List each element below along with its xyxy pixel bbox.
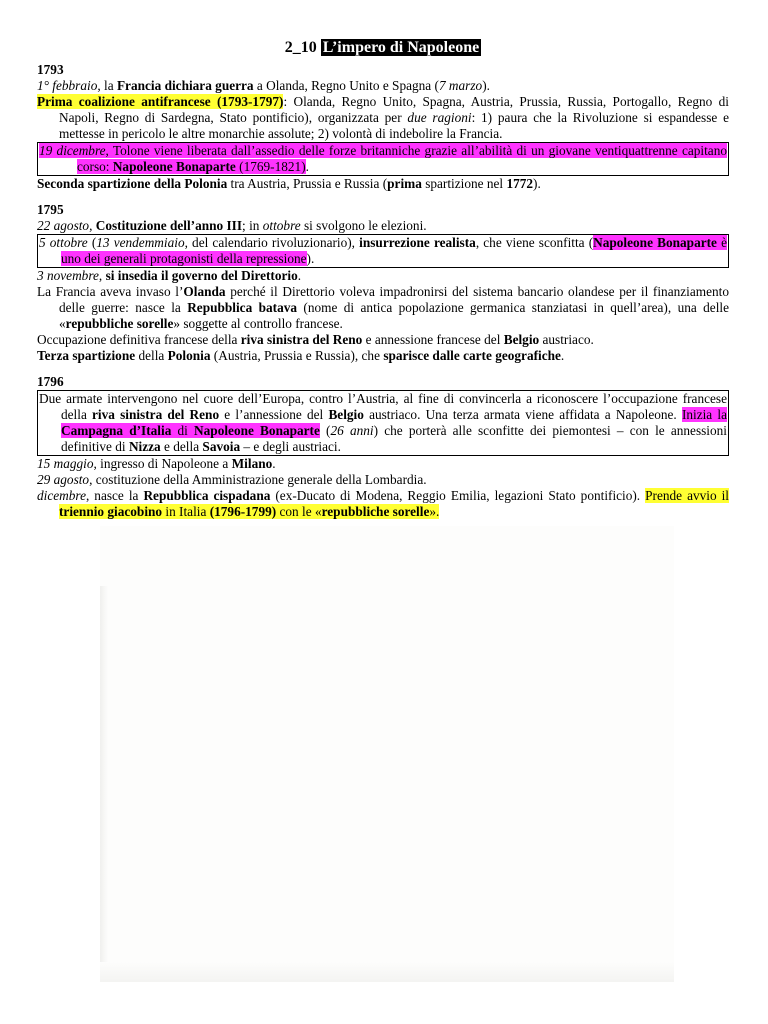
bold-text: Repubblica cispadana bbox=[143, 488, 271, 503]
text: e della bbox=[160, 439, 203, 454]
text: ; in bbox=[242, 218, 263, 233]
text: in Italia bbox=[162, 504, 210, 519]
bold-text: Polonia bbox=[167, 348, 211, 363]
italic-text: 13 vendemmiaio bbox=[96, 235, 185, 250]
text: . bbox=[305, 159, 309, 174]
bold-text: sparisce dalle carte geografiche bbox=[383, 348, 561, 363]
bold-text: prima bbox=[387, 176, 422, 191]
text: : Olanda, Regno Unito, Spagna, Austria, Prussia, Russia, Portogallo, Regno di Napoli, Regno di Sardegna, Stato pontificio), organizzata per bbox=[59, 94, 729, 125]
text: tra Austria, Prussia e Russia ( bbox=[227, 176, 388, 191]
text: ) che porterà alle sconfitte dei piemontesi – con le annessioni definitive di bbox=[61, 423, 727, 454]
boxed-entry-1793-tolone bbox=[37, 142, 729, 176]
text: della bbox=[135, 348, 168, 363]
text: austriaco. Una terza armata viene affidata a Napoleone. bbox=[363, 407, 682, 422]
entry-1796-cispadana bbox=[37, 488, 729, 520]
text: Due armate intervengono nel cuore dell’Europa, contro l’Austria, al fine di convincerla a riconoscere l’occupazione francese della bbox=[39, 391, 727, 422]
bold-text: Costituzione dell’anno III bbox=[95, 218, 243, 233]
entry-1793-coalition bbox=[37, 94, 729, 142]
text: , del calendario rivoluzionario), bbox=[184, 235, 360, 250]
date-15-maggio: 15 maggio bbox=[37, 456, 94, 471]
entry-1795-olanda bbox=[37, 284, 729, 332]
text: , bbox=[89, 218, 96, 233]
text: (1769-1821) bbox=[235, 159, 306, 174]
text: . bbox=[272, 456, 276, 471]
highlight-coalition: Prima coalizione antifrancese (1793-1797) bbox=[37, 94, 284, 109]
bold-napoleone: Napoleone Bonaparte bbox=[112, 159, 236, 174]
entry-1793-polonia bbox=[37, 176, 729, 192]
bold-text: Savoia bbox=[202, 439, 241, 454]
text: e annessione francese del bbox=[362, 332, 504, 347]
bold-campagna: Campagna d’Italia bbox=[61, 423, 172, 438]
document-page bbox=[37, 38, 729, 520]
bold-text: Terza spartizione bbox=[37, 348, 136, 363]
text: Inizia la bbox=[681, 407, 727, 422]
text: austriaco. bbox=[539, 332, 594, 347]
text: , nasce la bbox=[85, 488, 144, 503]
text: La Francia aveva invaso l’ bbox=[37, 284, 184, 299]
italic-text: 26 anni bbox=[330, 423, 374, 438]
text: ». bbox=[429, 504, 440, 519]
bold-text: riva sinistra del Reno bbox=[92, 407, 220, 422]
entry-1793-tolone bbox=[39, 143, 727, 175]
bold-napoleone: Napoleone Bonaparte bbox=[194, 423, 320, 438]
text: : 1) paura che la Rivoluzione si espandesse e mettesse in pericolo le altre monarchie assolute; 2) volontà di indebolire la Francia. bbox=[59, 110, 729, 141]
text: – e degli austriaci. bbox=[240, 439, 341, 454]
bold-text: Olanda bbox=[183, 284, 226, 299]
bold-text: Nizza bbox=[128, 439, 161, 454]
entry-1796-milano bbox=[37, 456, 729, 472]
entry-1793-war bbox=[37, 78, 729, 94]
bold-text: repubbliche sorelle bbox=[321, 504, 430, 519]
text: a Olanda, Regno Unito e Spagna ( bbox=[253, 78, 439, 93]
bold-text: riva sinistra del Reno bbox=[240, 332, 363, 347]
year-1795-heading: 1795 bbox=[37, 202, 64, 217]
date-7-marzo: 7 marzo bbox=[438, 78, 483, 93]
bold-text: (1796-1799) bbox=[209, 504, 277, 519]
italic-text: due ragioni bbox=[407, 110, 472, 125]
text: ). bbox=[306, 251, 315, 266]
text: è uno dei generali protagonisti della repressione bbox=[61, 235, 727, 266]
bold-text: Francia dichiara guerra bbox=[116, 78, 254, 93]
entry-1795-direttorio bbox=[37, 268, 729, 284]
blank-scanned-area bbox=[100, 526, 674, 982]
text: . bbox=[560, 348, 565, 363]
text: , costituzione della Amministrazione generale della Lombardia. bbox=[89, 472, 427, 487]
date-3-novembre: 3 novembre bbox=[37, 268, 99, 283]
page-title bbox=[37, 38, 729, 58]
text: (Austria, Prussia e Russia), che bbox=[210, 348, 384, 363]
date-1-febbraio: 1° febbraio bbox=[37, 78, 98, 93]
text: . bbox=[297, 268, 302, 283]
entry-1796-lombardia bbox=[37, 472, 729, 488]
text: , bbox=[98, 268, 106, 283]
date-5-ottobre: 5 ottobre bbox=[39, 235, 88, 250]
text: Occupazione definitiva francese della bbox=[37, 332, 241, 347]
text: ( bbox=[87, 235, 97, 250]
bold-text: Belgio bbox=[328, 407, 364, 422]
bold-napoleone: Napoleone Bonaparte bbox=[593, 235, 717, 250]
text: ( bbox=[319, 423, 331, 438]
bold-text: Seconda spartizione della Polonia bbox=[37, 176, 228, 191]
bold-text: 1772 bbox=[506, 176, 534, 191]
bold-text: si insedia il governo del Direttorio bbox=[105, 268, 298, 283]
year-1793-heading: 1793 bbox=[37, 62, 64, 77]
text: (ex-Ducato di Modena, Reggio Emilia, legazioni Stato pontificio). bbox=[270, 488, 646, 503]
text: » soggette al controllo francese. bbox=[173, 316, 343, 331]
spacer bbox=[37, 364, 729, 370]
text: , ingresso di Napoleone a bbox=[93, 456, 232, 471]
bold-text: insurrezione realista bbox=[359, 235, 476, 250]
text: di bbox=[171, 423, 195, 438]
bold-text: Milano bbox=[231, 456, 273, 471]
spacer bbox=[37, 192, 729, 198]
text: , Tolone viene liberata dall’assedio delle forze britanniche grazie all’abilità di un giovane ventiquattrenne capitano corso: bbox=[77, 143, 727, 174]
date-19-dicembre: 19 dicembre bbox=[39, 143, 106, 158]
text: ). bbox=[533, 176, 541, 191]
entry-1795-polonia bbox=[37, 348, 729, 364]
bold-text: triennio giacobino bbox=[59, 504, 163, 519]
text: spartizione nel bbox=[421, 176, 507, 191]
text: (nome di antica popolazione germanica stanziatasi in quell’area), una delle « bbox=[59, 300, 730, 331]
bold-text: Repubblica batava bbox=[187, 300, 298, 315]
entry-1795-costituzione bbox=[37, 218, 729, 234]
title-highlight: L’impero di Napoleone bbox=[322, 39, 480, 56]
date-29-agosto: 29 agosto bbox=[37, 472, 90, 487]
year-1796-heading: 1796 bbox=[37, 374, 64, 389]
text: Prende avvio il bbox=[645, 488, 729, 503]
italic-text: ottobre bbox=[262, 218, 301, 233]
text: , la bbox=[97, 78, 117, 93]
date-22-agosto: 22 agosto bbox=[37, 218, 90, 233]
text: ). bbox=[482, 78, 490, 93]
boxed-entry-1795-insurrezione bbox=[37, 234, 729, 268]
bold-text: Belgio bbox=[503, 332, 540, 347]
text: , che viene sconfitta ( bbox=[475, 235, 594, 250]
text: perché il Direttorio voleva impadronirsi del sistema bancario olandese per il finanziamento delle guerre: nasce la bbox=[59, 284, 729, 315]
entry-1795-insurrezione bbox=[39, 235, 727, 267]
text: si svolgono le elezioni. bbox=[300, 218, 427, 233]
date-dicembre: dicembre bbox=[37, 488, 86, 503]
text: e l’annessione del bbox=[219, 407, 329, 422]
boxed-entry-1796-armate bbox=[37, 390, 729, 456]
text: con le « bbox=[276, 504, 322, 519]
entry-1795-reno bbox=[37, 332, 729, 348]
title-prefix: 2_10 bbox=[284, 39, 321, 56]
bold-text: repubbliche sorelle bbox=[65, 316, 174, 331]
entry-1796-armate bbox=[39, 391, 727, 455]
